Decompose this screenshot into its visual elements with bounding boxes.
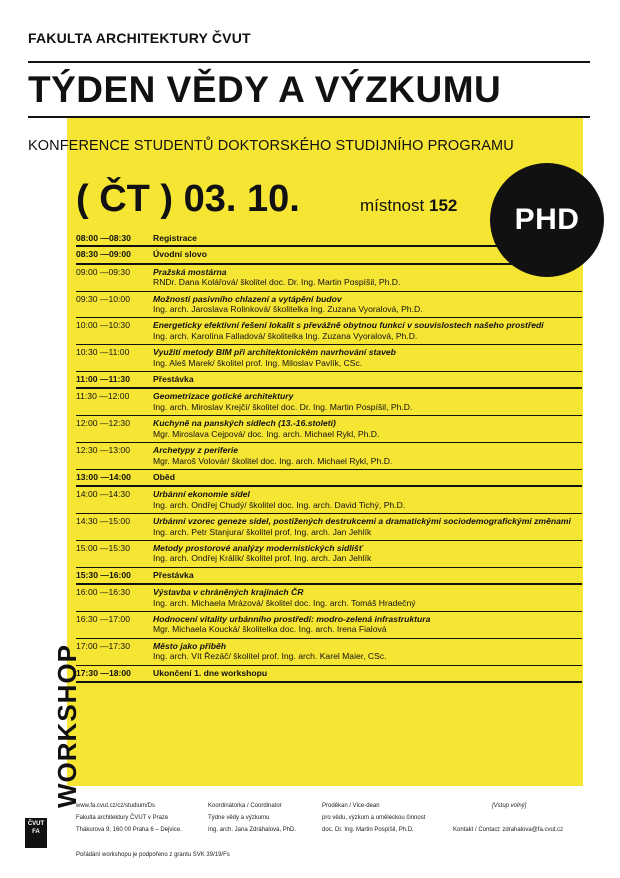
schedule-time: 11:30 —12:00	[76, 391, 130, 402]
talk-title: Registrace	[153, 233, 197, 243]
schedule-time: 15:30 —16:00	[76, 569, 131, 580]
schedule-desc	[153, 587, 582, 608]
schedule-desc	[153, 445, 582, 466]
schedule-row	[76, 372, 582, 389]
schedule-time: 16:30 —17:00	[76, 613, 130, 624]
schedule-row	[76, 443, 582, 470]
schedule-desc	[153, 543, 582, 564]
schedule-time: 08:00 —08:30	[76, 233, 131, 243]
footer-coord-2: Týdne vědy a výzkumu	[208, 815, 270, 821]
schedule-row	[76, 487, 582, 514]
talk-speaker: Mgr. Maroš Volovár/ školitel doc. Ing. arch. Michael Rykl, Ph.D.	[153, 455, 393, 466]
schedule-desc	[153, 233, 582, 243]
schedule-time: 09:00 —09:30	[76, 266, 130, 277]
footer-free-entry: [Vstup volný]	[492, 803, 527, 809]
schedule-desc	[153, 418, 582, 439]
schedule-time: 16:00 —16:30	[76, 587, 130, 598]
talk-speaker: Ing. arch. Vít Řezáč/ školitel prof. Ing. arch. Karel Maier, CSc.	[153, 651, 387, 662]
schedule-row	[76, 541, 582, 568]
schedule-desc	[153, 347, 582, 368]
schedule-time: 11:00 —11:30	[76, 374, 130, 385]
talk-title: Přestávka	[153, 569, 194, 580]
schedule-time: 14:30 —15:00	[76, 516, 130, 527]
talk-title: Kuchyně na panských sídlech (13.-16.století)	[153, 418, 336, 429]
footer-contact[interactable]: Kontakt / Contact: zdrahalova@fa.cvut.cz	[453, 827, 564, 833]
footer-vice-dean	[322, 800, 425, 836]
schedule-desc	[153, 374, 582, 384]
schedule-time: 13:00 —14:00	[76, 471, 131, 482]
schedule-row	[76, 265, 582, 292]
talk-title: Možnosti pasivního chlazení a vytápění budov	[153, 293, 342, 304]
schedule-desc	[153, 614, 582, 635]
schedule-time: 12:00 —12:30	[76, 418, 130, 429]
schedule-desc	[153, 294, 582, 315]
schedule-row	[76, 612, 582, 639]
footer-dean-2: pro vědu, výzkum a uměleckou činnost	[322, 815, 426, 821]
talk-title: Energeticky efektivní řešení lokalit s převážně obytnou funkcí v souvislostech našeho prostředí	[153, 320, 544, 331]
footer-addr-1: Fakulta architektury ČVUT v Praze	[76, 815, 169, 821]
schedule-row	[76, 345, 582, 372]
talk-title: Pražská mostárna	[153, 266, 227, 277]
schedule-desc	[153, 489, 582, 510]
talk-title: Výstavba v chráněných krajinách ČR	[153, 587, 304, 598]
event-date: ( ČT ) 03. 10.	[76, 178, 300, 220]
schedule-desc	[153, 570, 582, 580]
talk-speaker: Ing. arch. Ondřej Králík/ školitel prof. Ing. arch. Jan Jehlík	[153, 553, 372, 564]
top-rule	[28, 61, 590, 63]
schedule-row	[76, 318, 582, 345]
talk-speaker: Ing. arch. Miroslav Krejčí/ školitel doc. Dr. Ing. Martin Pospíšil, Ph.D.	[153, 401, 413, 412]
talk-speaker: RNDr. Dana Kolářová/ školitel doc. Dr. Ing. Martin Pospíšil, Ph.D.	[153, 277, 401, 288]
talk-title: Archetypy z periferie	[153, 445, 239, 456]
room-label: místnost	[360, 196, 425, 215]
schedule-desc	[153, 391, 582, 412]
talk-speaker: Ing. arch. Petr Stanjura/ školitel prof. Ing. arch. Jan Jehlík	[153, 526, 372, 537]
talk-title: Urbánní ekonomie sídel	[153, 489, 250, 500]
talk-speaker: Ing. arch. Michaela Mrázová/ školitel doc. Ing. arch. Tomáš Hradečný	[153, 597, 416, 608]
schedule-desc	[153, 320, 582, 341]
phd-badge: PHD	[490, 163, 604, 277]
schedule-time: 15:00 —15:30	[76, 542, 130, 553]
footer-coord-1: Koordinátorka / Coordinator	[208, 803, 282, 809]
talk-title: Metody prostorové analýzy modernistických sidlišť	[153, 542, 363, 553]
footer-addr-2: Thákurova 9, 160 00 Praha 6 – Dejvice.	[76, 827, 182, 833]
talk-title: Oběd	[153, 471, 175, 482]
schedule-desc	[153, 641, 582, 662]
schedule-desc	[153, 668, 582, 678]
talk-title: Ukončení 1. dne workshopu	[153, 667, 268, 678]
schedule-row	[76, 292, 582, 319]
schedule-time: 08:30 —09:00	[76, 249, 131, 260]
talk-title: Úvodní slovo	[153, 249, 207, 260]
schedule-row	[76, 568, 582, 585]
schedule-time: 17:30 —18:00	[76, 667, 131, 678]
schedule-time: 10:30 —11:00	[76, 347, 130, 358]
talk-speaker: Ing. Aleš Marek/ školitel prof. Ing. Miloslav Pavlík, CSc.	[153, 357, 363, 368]
schedule-list	[76, 233, 582, 683]
talk-title: Přestávka	[153, 374, 194, 385]
schedule-desc	[153, 267, 582, 288]
logo-line-2: FA	[32, 829, 40, 835]
schedule-row	[76, 666, 582, 683]
schedule-row	[76, 247, 582, 264]
schedule-row	[76, 639, 582, 666]
talk-title: Geometrizace gotické architektury	[153, 391, 294, 402]
room-number: 152	[428, 196, 458, 215]
talk-title: Hodnocení vitality urbánního prostředí: modro-zelená infrastruktura	[153, 613, 431, 624]
schedule-time: 10:00 —10:30	[76, 320, 130, 331]
footer-coord-3: Ing. arch. Jana Zdráhalová, PhD.	[208, 827, 297, 833]
cvut-logo	[25, 818, 47, 848]
footer-grant: Pořádání workshopu je podpořeno z grantu SVK 39/19/Fs	[76, 852, 230, 858]
schedule-desc	[153, 516, 582, 537]
schedule-time: 14:00 —14:30	[76, 489, 130, 500]
footer-web[interactable]: www.fa.cvut.cz/cz/studium/Ds	[76, 803, 156, 809]
page-title: TÝDEN VĚDY A VÝZKUMU	[28, 69, 502, 110]
room-info	[360, 196, 457, 216]
talk-title: Město jako příběh	[153, 640, 227, 651]
workshop-side-label: WORKSHOP	[52, 644, 82, 808]
footer-coordinator	[208, 800, 296, 836]
talk-speaker: Ing. arch. Jaroslava Rolinková/ školitelka Ing. Zuzana Vyoralová, Ph.D.	[153, 304, 423, 315]
schedule-row	[76, 416, 582, 443]
schedule-row	[76, 470, 582, 487]
schedule-desc	[153, 249, 582, 259]
schedule-time: 09:30 —10:00	[76, 293, 130, 304]
schedule-desc	[153, 472, 582, 482]
talk-speaker: Mgr. Miroslava Cejpová/ doc. Ing. arch. Michael Rykl, Ph.D.	[153, 428, 380, 439]
footer-address	[76, 800, 182, 836]
footer-dean-1: Proděkan / Vice-dean	[322, 803, 380, 809]
logo-line-1: ČVUT	[27, 821, 45, 827]
footer-dean-3: doc. Dr. Ing. Martin Pospíšil, Ph.D.	[322, 827, 414, 833]
schedule-row	[76, 389, 582, 416]
schedule-row	[76, 514, 582, 541]
talk-speaker: Mgr. Michaela Koucká/ školitelka doc. Ing. arch. Irena Fialová	[153, 624, 387, 635]
talk-speaker: Ing. arch. Ondřej Chudý/ školitel doc. Ing. arch. David Tichý, Ph.D.	[153, 499, 406, 510]
talk-speaker: Ing. arch. Karolína Falladová/ školitelka Ing. Zuzana Vyoralová, Ph.D.	[153, 330, 418, 341]
schedule-row	[76, 233, 582, 247]
schedule-time: 12:30 —13:00	[76, 445, 130, 456]
subtitle: KONFERENCE STUDENTŮ DOKTORSKÉHO STUDIJNÍHO PROGRAMU	[28, 138, 514, 154]
faculty-name: FAKULTA ARCHITEKTURY ČVUT	[28, 30, 251, 46]
schedule-row	[76, 585, 582, 612]
schedule-time: 17:00 —17:30	[76, 640, 130, 651]
title-rule	[28, 116, 590, 118]
talk-title: Urbánní vzorec geneze sídel, postižených destrukcemi a dramatickými sociodemografickými změnami	[153, 516, 571, 527]
talk-title: Využití metody BIM při architektonickém navrhování staveb	[153, 347, 396, 358]
